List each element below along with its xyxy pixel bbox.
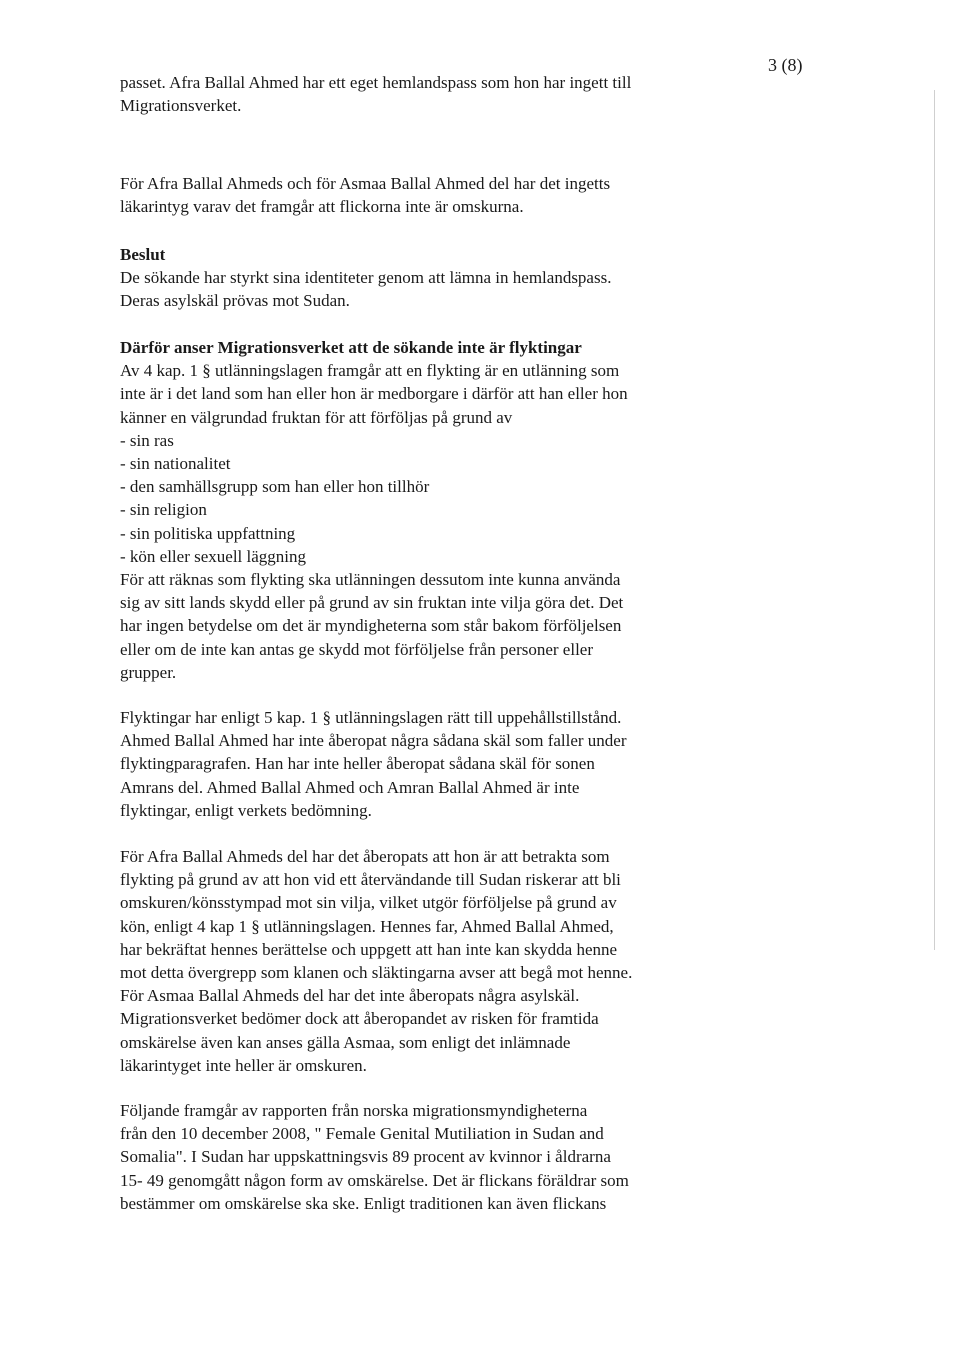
section-heading: Beslut bbox=[120, 245, 166, 264]
paragraph-residence-permit bbox=[120, 706, 732, 822]
section-heading: Därför anser Migrationsverket att de sökande inte är flyktingar bbox=[120, 338, 582, 357]
text-line: flykting på grund av att hon vid ett återvändande till Sudan riskerar att bli bbox=[120, 870, 621, 890]
text-line: Flyktingar har enligt 5 kap. 1 § utlänningslagen rätt till uppehållstillstånd. bbox=[120, 708, 622, 727]
text-line: Följande framgår av rapporten från norska migrationsmyndigheterna bbox=[120, 1101, 588, 1120]
paragraph-medical-certificate bbox=[120, 172, 732, 218]
text-line: flyktingar, enligt verkets bedömning. bbox=[120, 800, 372, 820]
text-line: Ahmed Ballal Ahmed har inte åberopat några sådana skäl som faller under bbox=[120, 731, 627, 751]
text-line: eller om de inte kan antas ge skydd mot förföljelse från personer eller bbox=[120, 639, 593, 659]
list-item: - sin religion bbox=[120, 500, 207, 520]
text-line: har ingen betydelse om det är myndigheterna som står bakom förföljelsen bbox=[120, 616, 622, 636]
text-line: från den 10 december 2008, " Female Genital Mutiliation in Sudan and bbox=[120, 1124, 604, 1144]
paragraph-afra-asmaa bbox=[120, 845, 732, 1077]
text-line: Migrationsverket bedömer dock att åberopandet av risken för framtida bbox=[120, 1009, 599, 1029]
section-not-refugees bbox=[120, 336, 732, 684]
text-line: Amrans del. Ahmed Ballal Ahmed och Amran Ballal Ahmed är inte bbox=[120, 777, 580, 797]
list-item: - kön eller sexuell läggning bbox=[120, 546, 307, 566]
list-item: - den samhällsgrupp som han eller hon tillhör bbox=[120, 477, 430, 497]
text-line: kön, enligt 4 kap 1 § utlänningslagen. Hennes far, Ahmed Ballal Ahmed, bbox=[120, 916, 614, 936]
text-line: 15- 49 genomgått någon form av omskärelse. Det är flickans föräldrar som bbox=[120, 1170, 629, 1190]
paragraph-norwegian-report bbox=[120, 1099, 732, 1215]
text-line: läkarintyget inte heller är omskuren. bbox=[120, 1055, 367, 1075]
text-line: Migrationsverket. bbox=[120, 96, 242, 116]
text-line: För Asmaa Ballal Ahmeds del har det inte åberopats några asylskäl. bbox=[120, 986, 580, 1006]
text-line: För Afra Ballal Ahmeds och för Asmaa Ballal Ahmed del har det ingetts bbox=[120, 174, 611, 193]
text-line: Deras asylskäl prövas mot Sudan. bbox=[120, 291, 350, 311]
text-line: Somalia". I Sudan har uppskattningsvis 89 procent av kvinnor i åldrarna bbox=[120, 1147, 611, 1167]
text-line: har bekräftat hennes berättelse och uppgett att han inte kan skydda henne bbox=[120, 939, 618, 959]
text-line: sig av sitt lands skydd eller på grund av sin fruktan inte vilja göra det. Det bbox=[120, 593, 624, 613]
text-line: omskärelse även kan anses gälla Asmaa, som enligt det inlämnade bbox=[120, 1032, 571, 1052]
text-line: De sökande har styrkt sina identiteter genom att lämna in hemlandspass. bbox=[120, 268, 612, 288]
text-line: mot detta övergrepp som klanen och släktingarna avser att begå mot henne. bbox=[120, 963, 633, 983]
text-line: inte är i det land som han eller hon är medborgare i därför att han eller hon bbox=[120, 384, 628, 404]
text-line: omskuren/könsstympad mot sin vilja, vilket utgör förföljelse på grund av bbox=[120, 893, 617, 913]
paragraph-passport bbox=[120, 71, 732, 117]
list-item: - sin politiska uppfattning bbox=[120, 523, 296, 543]
text-line: bestämmer om omskärelse ska ske. Enligt traditionen kan även flickans bbox=[120, 1193, 607, 1213]
text-line: flyktingparagrafen. Han har inte heller åberopat sådana skäl för sonen bbox=[120, 754, 595, 774]
list-item: - sin ras bbox=[120, 430, 174, 450]
text-line: För Afra Ballal Ahmeds del har det åberopats att hon är att betrakta som bbox=[120, 847, 610, 866]
text-line: passet. Afra Ballal Ahmed har ett eget hemlandspass som hon har ingett till bbox=[120, 73, 632, 92]
section-beslut bbox=[120, 243, 732, 313]
list-item: - sin nationalitet bbox=[120, 454, 231, 474]
text-line: läkarintyg varav det framgår att flickorna inte är omskurna. bbox=[120, 197, 524, 217]
scan-edge-line bbox=[934, 90, 935, 950]
text-line: grupper. bbox=[120, 662, 177, 682]
text-line: För att räknas som flykting ska utlänningen dessutom inte kunna använda bbox=[120, 570, 621, 590]
text-line: Av 4 kap. 1 § utlänningslagen framgår att en flykting är en utlänning som bbox=[120, 361, 620, 381]
text-line: känner en välgrundad fruktan för att förföljas på grund av bbox=[120, 407, 513, 427]
page-number: 3 (8) bbox=[768, 55, 803, 75]
